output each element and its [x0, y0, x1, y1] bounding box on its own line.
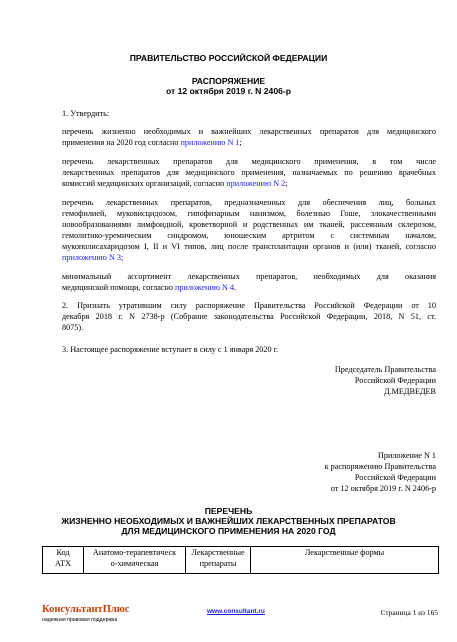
site-link[interactable]: www.consultant.ru	[207, 608, 265, 615]
item-2	[62, 301, 436, 334]
col-atc-code	[43, 547, 84, 574]
consultant-logo: КонсультантПлюс	[42, 604, 130, 615]
list-item-2-line-3: комиссий медицинских организаций, согласно	[62, 178, 227, 188]
appendix-line-4: от 12 октября 2019 г. N 2406-р	[330, 483, 436, 493]
page-footer	[0, 604, 457, 642]
list-title-1: ПЕРЕЧЕНЬ	[204, 506, 253, 516]
list-item-1-line-2: применения на 2020 год согласно	[62, 137, 181, 147]
item-3-text: 3. Настоящее распоряжение вступает в силу с 1 января 2020 г.	[62, 345, 279, 354]
table-header-row	[43, 547, 439, 574]
col-dosage-forms	[251, 547, 439, 574]
document-date: от 12 октября 2019 г. N 2406-р	[165, 86, 292, 96]
list-item-2-end: ;	[285, 178, 288, 188]
appendix-2-link[interactable]: приложению N 2	[226, 178, 286, 188]
document-type: РАСПОРЯЖЕНИЕ	[191, 76, 266, 86]
col-drugs-line-2: препараты	[199, 558, 237, 568]
item-1	[62, 109, 436, 120]
list-item-1-end: ;	[239, 137, 242, 147]
signature-line-1: Председатель Правительства	[334, 365, 436, 374]
col-atc-class	[84, 547, 186, 574]
item-3	[62, 345, 436, 356]
appendix-line-3: Российской Федерации	[354, 472, 436, 482]
list-item-2	[62, 157, 436, 190]
page-counter: Страница 1 из 165	[380, 608, 438, 617]
list-item-1-line-1: перечень жизненно необходимых и важнейших лекарственных препаратов для медицинского	[62, 127, 436, 136]
item-2-line-2: декабря 2018 г. N 2738-р (Собрание законодательства Российской Федерации, 2018, N 51, ст.	[62, 311, 436, 321]
appendix-line-1: Приложение N 1	[377, 451, 436, 460]
list-item-3-end: ;	[121, 252, 124, 262]
list-item-3-line-3: новообразованиями лимфоидной, кроветворной и родственных им тканей, рассеянным склерозом,	[62, 219, 436, 229]
list-item-3	[62, 198, 436, 263]
list-item-4	[62, 272, 436, 294]
list-item-2-line-2: лекарственных препаратов для медицинского применения, назначаемых по решению врачебных	[62, 167, 436, 177]
list-title-2: ЖИЗНЕННО НЕОБХОДИМЫХ И ВАЖНЕЙШИХ ЛЕКАРСТВЕННЫХ ПРЕПАРАТОВ	[61, 516, 396, 526]
list-item-3-line-5: мукополисахаридозом I, II и VI типов, лиц после трансплантации органов и (или) тканей, согласно	[62, 241, 436, 251]
col-dosage-forms-label: Лекарственные формы	[304, 548, 385, 557]
list-item-3-line-4: гемолитико-уремическим синдромом, юношеским артритом с системным началом,	[62, 230, 436, 240]
list-item-3-line-2: гемофилией, муковисцидозом, гипофизарным нанизмом, болезнью Гоше, злокачественными	[62, 208, 436, 218]
logo-tagline: надежная правовая поддержка	[42, 617, 118, 623]
signature-line-2: Российской Федерации	[354, 375, 436, 385]
drug-list-table	[42, 546, 439, 574]
col-drugs-line-1: Лекарственные	[191, 548, 245, 557]
col-drugs	[186, 547, 251, 574]
list-item-3-line-1: перечень лекарственных препаратов, предназначенных для обеспечения лиц, больных	[62, 198, 436, 207]
col-atc-class-line-1: Анатомо-терапевтическ	[92, 548, 177, 557]
signature-name: Д.МЕДВЕДЕВ	[383, 386, 436, 396]
government-title: ПРАВИТЕЛЬСТВО РОССИЙСКОЙ ФЕДЕРАЦИИ	[129, 53, 328, 63]
signature-block	[335, 365, 436, 398]
appendix-1-link[interactable]: приложению N 1	[180, 137, 240, 147]
col-atc-class-line-2: о-химическая	[110, 558, 159, 568]
list-item-1	[62, 127, 436, 149]
col-atc-code-line-2: АТХ	[54, 558, 72, 568]
list-item-4-line-2: медицинской помощи, согласно	[62, 282, 176, 292]
item-1-text: 1. Утвердить:	[62, 109, 110, 118]
appendix-4-link[interactable]: приложению N 4	[175, 282, 235, 292]
item-2-line-3: 8075).	[62, 322, 84, 332]
list-item-4-end: .	[234, 282, 237, 292]
item-2-line-1: 2. Признать утратившим силу распоряжение Правительства Российской Федерации от 10	[62, 301, 436, 310]
appendix-line-2: к распоряжению Правительства	[324, 461, 436, 471]
appendix-3-link[interactable]: приложению N 3	[62, 252, 121, 262]
appendix-header	[325, 451, 436, 495]
list-item-2-line-1: перечень лекарственных препаратов для медицинского применения, в том числе	[62, 157, 436, 166]
list-item-4-line-1: минимальный ассортимент лекарственных препаратов, необходимых для оказания	[62, 272, 436, 281]
col-atc-code-line-1: Код	[56, 548, 70, 557]
list-title-3: ДЛЯ МЕДИЦИНСКОГО ПРИМЕНЕНИЯ НА 2020 ГОД	[121, 526, 336, 536]
